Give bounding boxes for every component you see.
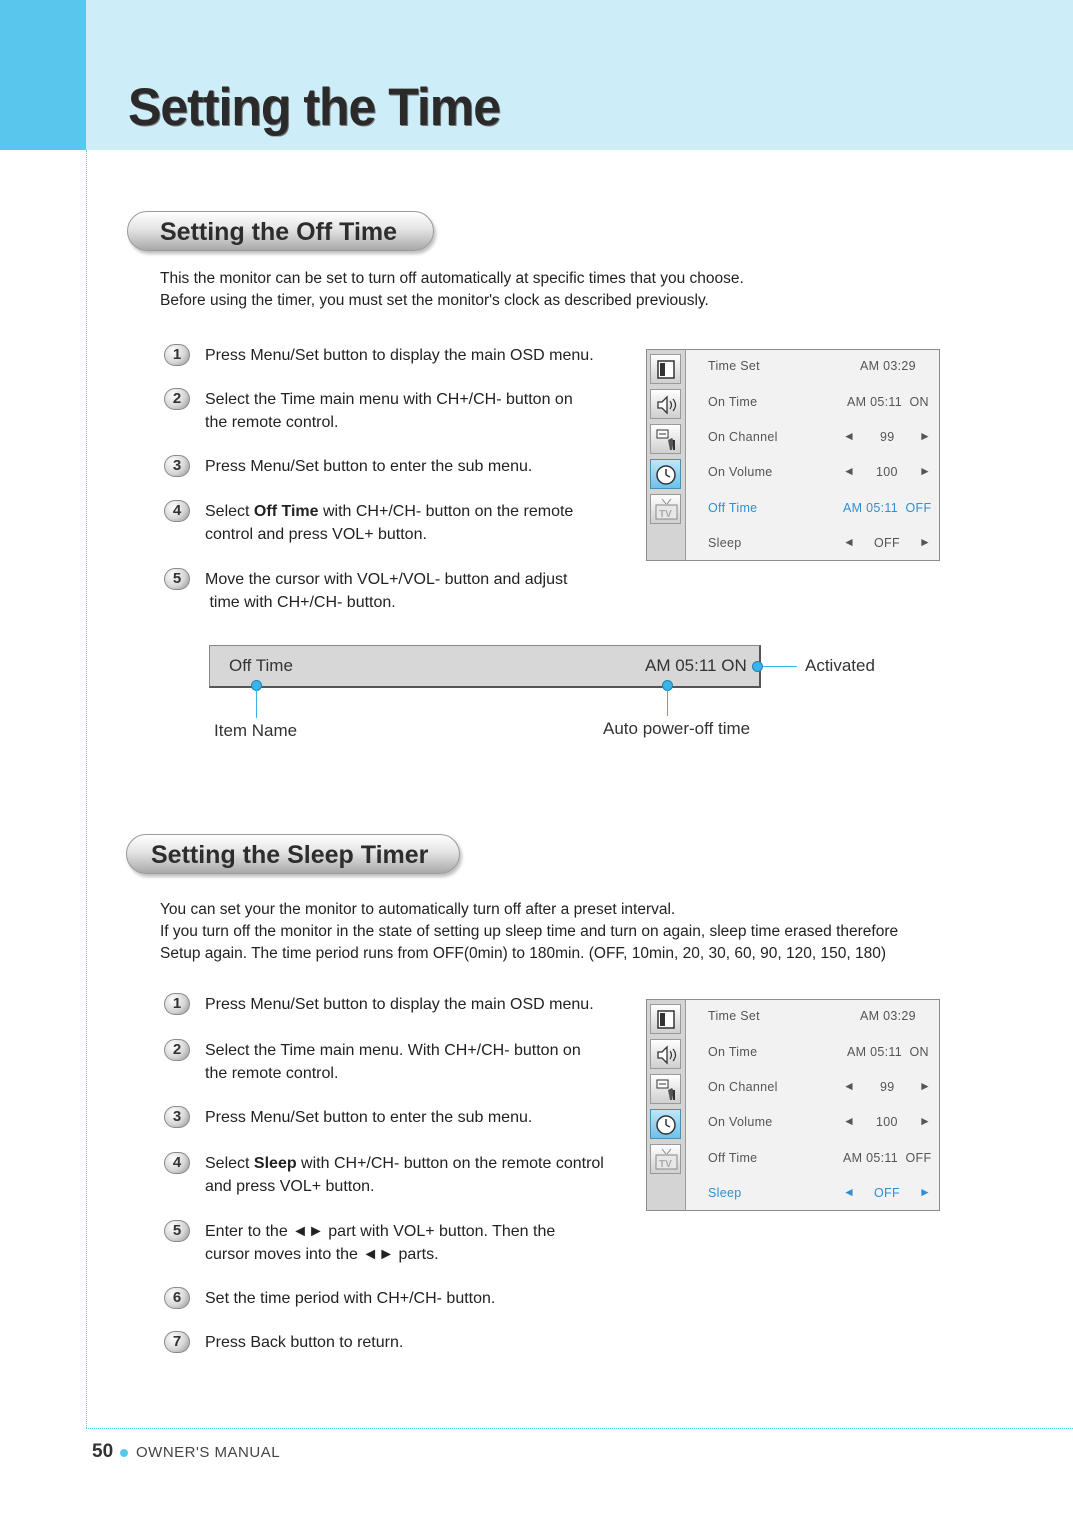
step-text-pre: Select [205, 503, 254, 520]
margin-rule [86, 150, 87, 1428]
left-arrow-icon: ◄ [843, 429, 856, 443]
step-number: 4 [164, 1152, 190, 1174]
osd-row-label: Off Time [708, 501, 758, 515]
osd-row-value: AM 05:11 ON [847, 395, 929, 409]
osd-row-on-channel [708, 1079, 932, 1100]
step-line: the remote control. [205, 1065, 339, 1082]
osd-row-label: On Volume [708, 465, 773, 479]
step-text [205, 1331, 403, 1354]
intro-line: You can set your the monitor to automatically turn off after a preset interval. [160, 901, 676, 918]
step-line: Set the time period with CH+/CH- button. [205, 1290, 496, 1307]
step-line: Press Menu/Set button to display the main OSD menu. [205, 347, 594, 364]
step-text-post: with CH+/CH- button on the remote [318, 503, 574, 520]
osd-row-value: OFF [874, 1186, 900, 1200]
osd-row-label: On Volume [708, 1115, 773, 1129]
header-accent-block [0, 0, 86, 150]
clock-icon [650, 1109, 681, 1139]
step-number: 7 [164, 1331, 190, 1353]
step-line: Enter to the ◄► part with VOL+ button. Then the [205, 1223, 556, 1240]
osd-row-label: Time Set [708, 359, 760, 373]
step-line: control and press VOL+ button. [205, 526, 427, 543]
osd-row-value: 100 [876, 465, 898, 479]
osd-icon-column [647, 1000, 686, 1210]
picture-icon [650, 354, 681, 384]
intro-line: Before using the timer, you must set the monitor's clock as described previously. [160, 292, 709, 309]
osd-row-time-set [708, 359, 928, 379]
osd-icon-column [647, 350, 686, 560]
step-text [205, 1152, 604, 1198]
osd-row-label: On Time [708, 1045, 758, 1059]
off-time-intro [160, 268, 744, 312]
tv-icon-label: TV [659, 509, 672, 520]
step-number: 5 [164, 1220, 190, 1242]
left-arrow-icon: ◄ [843, 1185, 856, 1199]
osd-row-value: OFF [874, 536, 900, 550]
osd-row-label: On Channel [708, 430, 778, 444]
osd-menu-sleep [646, 999, 940, 1211]
callout-activated: Activated [805, 656, 875, 675]
callout-auto-power-off: Auto power-off time [603, 719, 751, 738]
step-line: Press Menu/Set button to enter the sub menu. [205, 458, 533, 475]
left-arrow-icon: ◄ [843, 535, 856, 549]
step-text [205, 388, 573, 434]
step-line: time with CH+/CH- button. [205, 594, 396, 611]
step-number: 1 [164, 993, 190, 1015]
sound-icon [650, 1039, 681, 1069]
step-text [205, 455, 532, 478]
clock-icon [650, 459, 681, 489]
step-line: cursor moves into the ◄► parts. [205, 1246, 439, 1263]
picture-icon [650, 1004, 681, 1034]
osd-row-value: AM 05:11 ON [847, 1045, 929, 1059]
osd-row-time-set [708, 1009, 928, 1029]
callout-leader-activated [763, 666, 797, 667]
step-number: 2 [164, 388, 190, 410]
bar-item-name: Off Time [229, 656, 293, 675]
step-number: 3 [164, 455, 190, 477]
osd-row-value: AM 03:29 [860, 1009, 916, 1023]
left-arrow-icon: ◄ [843, 464, 856, 478]
step-text-post: with CH+/CH- button on the remote control [296, 1155, 604, 1172]
step-keyword: Sleep [253, 1155, 297, 1172]
callout-leader-item-name [256, 690, 257, 718]
sleep-intro [160, 899, 898, 965]
step-text [205, 1039, 581, 1085]
osd-row-label: Off Time [708, 1151, 758, 1165]
footer-bullet-icon [120, 1449, 128, 1457]
section-heading-off-time: Setting the Off Time [127, 211, 434, 251]
osd-row-label: On Channel [708, 1080, 778, 1094]
setup-icon [650, 424, 681, 454]
step-line [205, 1152, 604, 1175]
osd-row-value: AM 03:29 [860, 359, 916, 373]
step-text [205, 1106, 532, 1129]
left-arrow-icon: ◄ [843, 1114, 856, 1128]
step-number: 3 [164, 1106, 190, 1128]
osd-row-label: Sleep [708, 536, 742, 550]
step-line: Press Menu/Set button to enter the sub menu. [205, 1109, 533, 1126]
osd-row-on-volume [708, 464, 932, 485]
step-line: Press Back button to return. [205, 1334, 404, 1351]
right-arrow-icon: ► [919, 1185, 932, 1199]
step-line [205, 500, 573, 523]
osd-row-label: On Time [708, 395, 758, 409]
callout-dot-activated [752, 661, 763, 672]
tv-icon-label: TV [659, 1159, 672, 1170]
osd-row-on-time [708, 1045, 928, 1065]
step-number: 1 [164, 344, 190, 366]
osd-row-sleep [708, 535, 932, 556]
osd-row-label: Sleep [708, 1186, 742, 1200]
step-number: 6 [164, 1287, 190, 1309]
step-line: Press Menu/Set button to display the main OSD menu. [205, 996, 594, 1013]
osd-row-sleep [708, 1185, 932, 1206]
callout-leader-auto-time [667, 690, 668, 716]
osd-row-value: 100 [876, 1115, 898, 1129]
step-number: 2 [164, 1039, 190, 1061]
step-text-pre: Select [205, 1155, 254, 1172]
step-line: Select the Time main menu. With CH+/CH- button on [205, 1042, 581, 1059]
right-arrow-icon: ► [919, 1114, 932, 1128]
off-time-bar-diagram [209, 645, 761, 688]
section-heading-sleep-timer: Setting the Sleep Timer [126, 834, 460, 874]
sound-icon [650, 389, 681, 419]
step-text [205, 1287, 495, 1310]
footer-rule [86, 1428, 1073, 1429]
step-number: 5 [164, 568, 190, 590]
right-arrow-icon: ► [919, 535, 932, 549]
step-keyword: Off Time [253, 503, 319, 520]
osd-row-value: 99 [880, 430, 895, 444]
right-arrow-icon: ► [919, 1079, 932, 1093]
intro-line: If you turn off the monitor in the state of setting up sleep time and turn on again, sleep time erased therefore [160, 923, 899, 940]
osd-row-label: Time Set [708, 1009, 760, 1023]
step-number: 4 [164, 500, 190, 522]
right-arrow-icon: ► [919, 464, 932, 478]
osd-row-value: 99 [880, 1080, 895, 1094]
tv-icon [650, 494, 681, 524]
osd-row-on-time [708, 395, 928, 415]
osd-row-on-channel [708, 429, 932, 450]
step-line: the remote control. [205, 414, 339, 431]
step-text [205, 568, 567, 614]
callout-item-name: Item Name [214, 721, 298, 740]
step-line: and press VOL+ button. [205, 1178, 375, 1195]
right-arrow-icon: ► [919, 429, 932, 443]
footer-text: OWNER'S MANUAL [136, 1444, 281, 1461]
osd-row-value: AM 05:11 OFF [843, 501, 932, 515]
step-text [205, 500, 573, 546]
setup-icon [650, 1074, 681, 1104]
osd-row-off-time [708, 501, 932, 521]
osd-menu-off-time [646, 349, 940, 561]
left-arrow-icon: ◄ [843, 1079, 856, 1093]
step-text [205, 993, 594, 1016]
osd-row-on-volume [708, 1114, 932, 1135]
osd-row-off-time [708, 1151, 932, 1171]
step-text [205, 344, 594, 367]
intro-line: This the monitor can be set to turn off automatically at specific times that you choose. [160, 270, 744, 287]
page-number: 50 [92, 1441, 114, 1462]
intro-line: Setup again. The time period runs from OFF(0min) to 180min. (OFF, 10min, 20, 30, 60, 90, 120, 150, 180) [160, 945, 886, 962]
step-line: Move the cursor with VOL+/VOL- button and adjust [205, 571, 568, 588]
step-line: Select the Time main menu with CH+/CH- button on [205, 391, 573, 408]
osd-row-value: AM 05:11 OFF [843, 1151, 932, 1165]
page-title: Setting the Time [128, 77, 501, 137]
step-text [205, 1220, 555, 1266]
tv-icon [650, 1144, 681, 1174]
bar-time-value: AM 05:11 ON [645, 656, 747, 675]
